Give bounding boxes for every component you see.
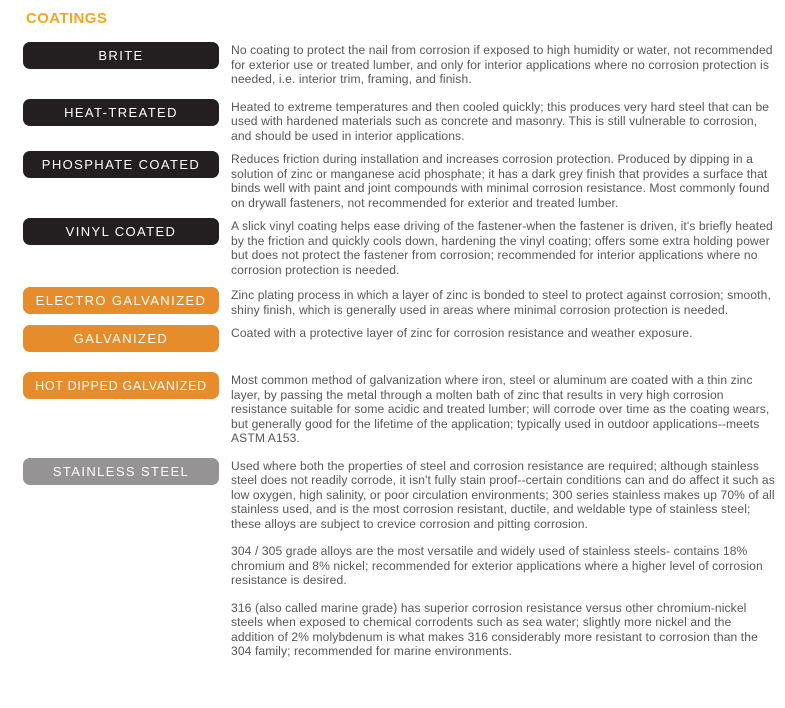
coating-row-vinyl-coated bbox=[23, 218, 775, 277]
coating-row-hot-dipped-galvanized bbox=[23, 372, 775, 446]
paragraph: A slick vinyl coating helps ease driving of the fastener-when the fastener is driven, it's briefly heated by the friction and quickly cools down, hardening the vinyl coating; offers some extra holding power but does not protect the fastener from corrosion; recommended for interior applications where no corrosion protection is needed. bbox=[231, 219, 773, 277]
paragraph: Heated to extreme temperatures and then cooled quickly; this produces very hard steel that can be used with hardened materials such as concrete and masonry. This is still vulnerable to corrosion, and should be used in interior applications. bbox=[231, 99, 770, 143]
paragraph: Most common method of galvanization where iron, steel or aluminum are coated with a thin zinc layer, by passing the metal through a molten bath of zinc that results in very high corrosion resistance suitable for some acidic and treated lumber; will corrode over time as the coating wears, but generally good for the lifetime of the application; typically used in outdoor applications--meets ASTM A153. bbox=[231, 373, 770, 445]
stainless-steel-badge: STAINLESS STEEL bbox=[23, 458, 219, 485]
coating-row-phosphate-coated bbox=[23, 151, 775, 210]
heat-treated-description bbox=[231, 99, 775, 144]
paragraph: Coated with a protective layer of zinc for corrosion resistance and weather exposure. bbox=[231, 326, 693, 340]
phosphate-coated-description bbox=[231, 151, 775, 210]
galvanized-description bbox=[231, 325, 775, 341]
stainless-steel-description bbox=[231, 458, 775, 659]
hot-dipped-galvanized-description bbox=[231, 372, 775, 446]
galvanized-badge: GALVANIZED bbox=[23, 325, 219, 352]
coating-row-brite bbox=[23, 42, 775, 87]
paragraph: Zinc plating process in which a layer of zinc is bonded to steel to protect against corrosion; smooth, shiny finish, which is generally used in areas where minimal corrosion protection is needed. bbox=[231, 288, 771, 317]
paragraph: 316 (also called marine grade) has superior corrosion resistance versus other chromium-nickel steels when exposed to chemical corrodents such as sea water; slightly more nickel and the addition of 2% molybdenum is what makes 316 considerably more resistant to corrosion than the 304 family; recommended for marine environments. bbox=[231, 600, 758, 658]
brite-description bbox=[231, 42, 775, 87]
paragraph: Reduces friction during installation and increases corrosion protection. Produced by dipping in a solution of zinc or manganese acid phosphate; it has a dark grey finish that provides a surface that binds well with paint and joint compounds with minimal corrosion resistance. Most commonly found on drywall fasteners, not recommended for exterior and treated lumber. bbox=[231, 152, 770, 210]
paragraph: Used where both the properties of steel and corrosion resistance are required; although stainless steel does not readily corrode, it isn't fully stain proof--certain conditions can and do affect it such as low oxygen, high salinity, or poor circulation environments; 300 series stainless makes up 70% of all stainless used, and is the most corrosion resistant, ductile, and weldable type of stainless steel; these alloys are subject to crevice corrosion and pitting corrosion. bbox=[231, 458, 775, 531]
coatings-list bbox=[23, 42, 775, 659]
vinyl-coated-badge: VINYL COATED bbox=[23, 218, 219, 245]
coating-row-heat-treated bbox=[23, 99, 775, 144]
paragraph: 304 / 305 grade alloys are the most versatile and widely used of stainless steels- contains 18% chromium and 8% nickel; recommended for exterior applications where a higher level of corrosion resistance is desired. bbox=[231, 544, 763, 587]
electro-galvanized-description bbox=[231, 287, 775, 317]
coating-row-electro-galvanized bbox=[23, 287, 775, 317]
page-title: COATINGS bbox=[26, 10, 108, 27]
coating-row-stainless-steel bbox=[23, 458, 775, 659]
electro-galvanized-badge: ELECTRO GALVANIZED bbox=[23, 287, 219, 314]
heat-treated-badge: HEAT-TREATED bbox=[23, 99, 219, 126]
phosphate-coated-badge: PHOSPHATE COATED bbox=[23, 151, 219, 178]
brite-badge: BRITE bbox=[23, 42, 219, 69]
paragraph: No coating to protect the nail from corrosion if exposed to high humidity or water, not recommended for exterior use or treated lumber, and only for interior applications where no corrosion protection is needed, i.e. interior trim, framing, and finish. bbox=[231, 43, 773, 86]
coating-row-galvanized bbox=[23, 325, 775, 352]
hot-dipped-galvanized-badge: HOT DIPPED GALVANIZED bbox=[23, 372, 219, 399]
vinyl-coated-description bbox=[231, 218, 775, 277]
